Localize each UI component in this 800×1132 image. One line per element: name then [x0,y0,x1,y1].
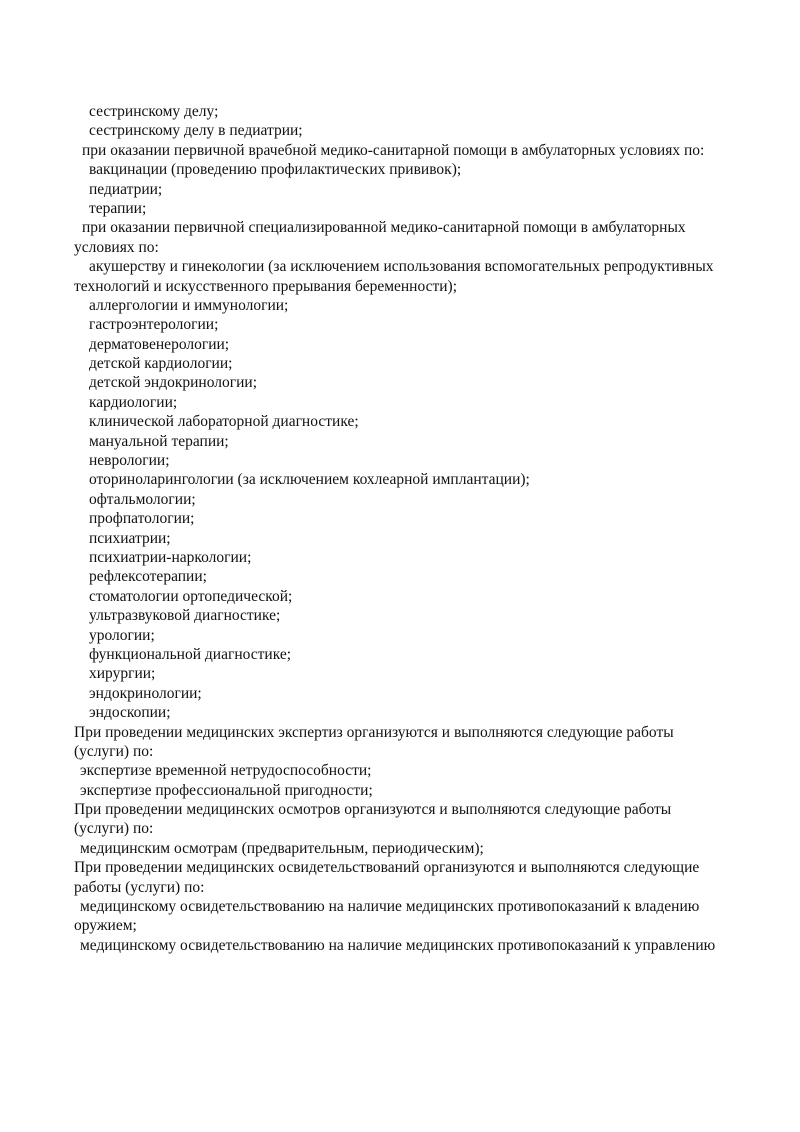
text-line: психиатрии; [89,529,171,547]
text-line: экспертизе временной нетрудоспособности; [80,762,372,780]
text-line: мануальной терапии; [89,432,229,450]
text-line: медицинскому освидетельствованию на наличие медицинских противопоказаний к управлению [80,936,716,954]
text-line: терапии; [89,199,147,217]
text-line: работы (услуги) по: [74,878,205,896]
text-line: (услуги) по: [74,742,154,760]
text-line: эндокринологии; [89,684,202,702]
text-line: условиях по: [74,238,159,256]
text-line: офтальмологии; [89,490,196,508]
text-line: эндоскопии; [89,704,171,722]
text-line: При проведении медицинских экспертиз организуются и выполняются следующие работы [74,723,674,741]
text-line: детской кардиологии; [89,355,233,373]
text-line: аллергологии и иммунологии; [89,296,289,314]
text-line: рефлексотерапии; [89,568,207,586]
text-line: (услуги) по: [74,820,154,838]
text-line: ультразвуковой диагностике; [89,607,281,625]
text-line: При проведении медицинских освидетельствований организуются и выполняются следующие [74,859,700,877]
text-line: неврологии; [89,452,170,470]
text-line: технологий и искусственного прерывания беременности); [74,277,458,295]
text-line: детской эндокринологии; [89,374,258,392]
text-line: кардиологии; [89,393,178,411]
text-line: сестринскому делу в педиатрии; [89,122,303,140]
text-line: гастроэнтерологии; [89,316,219,334]
text-line: при оказании первичной врачебной медико-санитарной помощи в амбулаторных условиях по: [82,141,705,159]
text-line: экспертизе профессиональной пригодности; [80,781,373,799]
text-line: оториноларингологии (за исключением кохлеарной имплантации); [89,471,530,489]
text-line: медицинским осмотрам (предварительным, периодическим); [80,839,484,857]
text-line: психиатрии-наркологии; [89,548,252,566]
text-line: стоматологии ортопедической; [89,587,293,605]
text-line: педиатрии; [89,180,163,198]
text-line: при оказании первичной специализированной медико-санитарной помощи в амбулаторных [82,219,686,237]
text-line: хирургии; [89,665,156,683]
text-line: урологии; [89,626,155,644]
text-line: дерматовенерологии; [89,335,230,353]
text-line: вакцинации (проведению профилактических прививок); [89,161,462,179]
document-text [0,102,800,955]
text-line: оружием; [74,917,137,935]
text-line: профпатологии; [89,510,195,528]
text-line: акушерству и гинекологии (за исключением использования вспомогательных репродуктивных [89,258,714,276]
text-line: клинической лабораторной диагностике; [89,413,359,431]
text-line: медицинскому освидетельствованию на наличие медицинских противопоказаний к владению [80,898,700,916]
text-line: функциональной диагностике; [89,645,292,663]
text-line: При проведении медицинских осмотров организуются и выполняются следующие работы [74,801,672,819]
text-line: сестринскому делу; [89,103,219,120]
